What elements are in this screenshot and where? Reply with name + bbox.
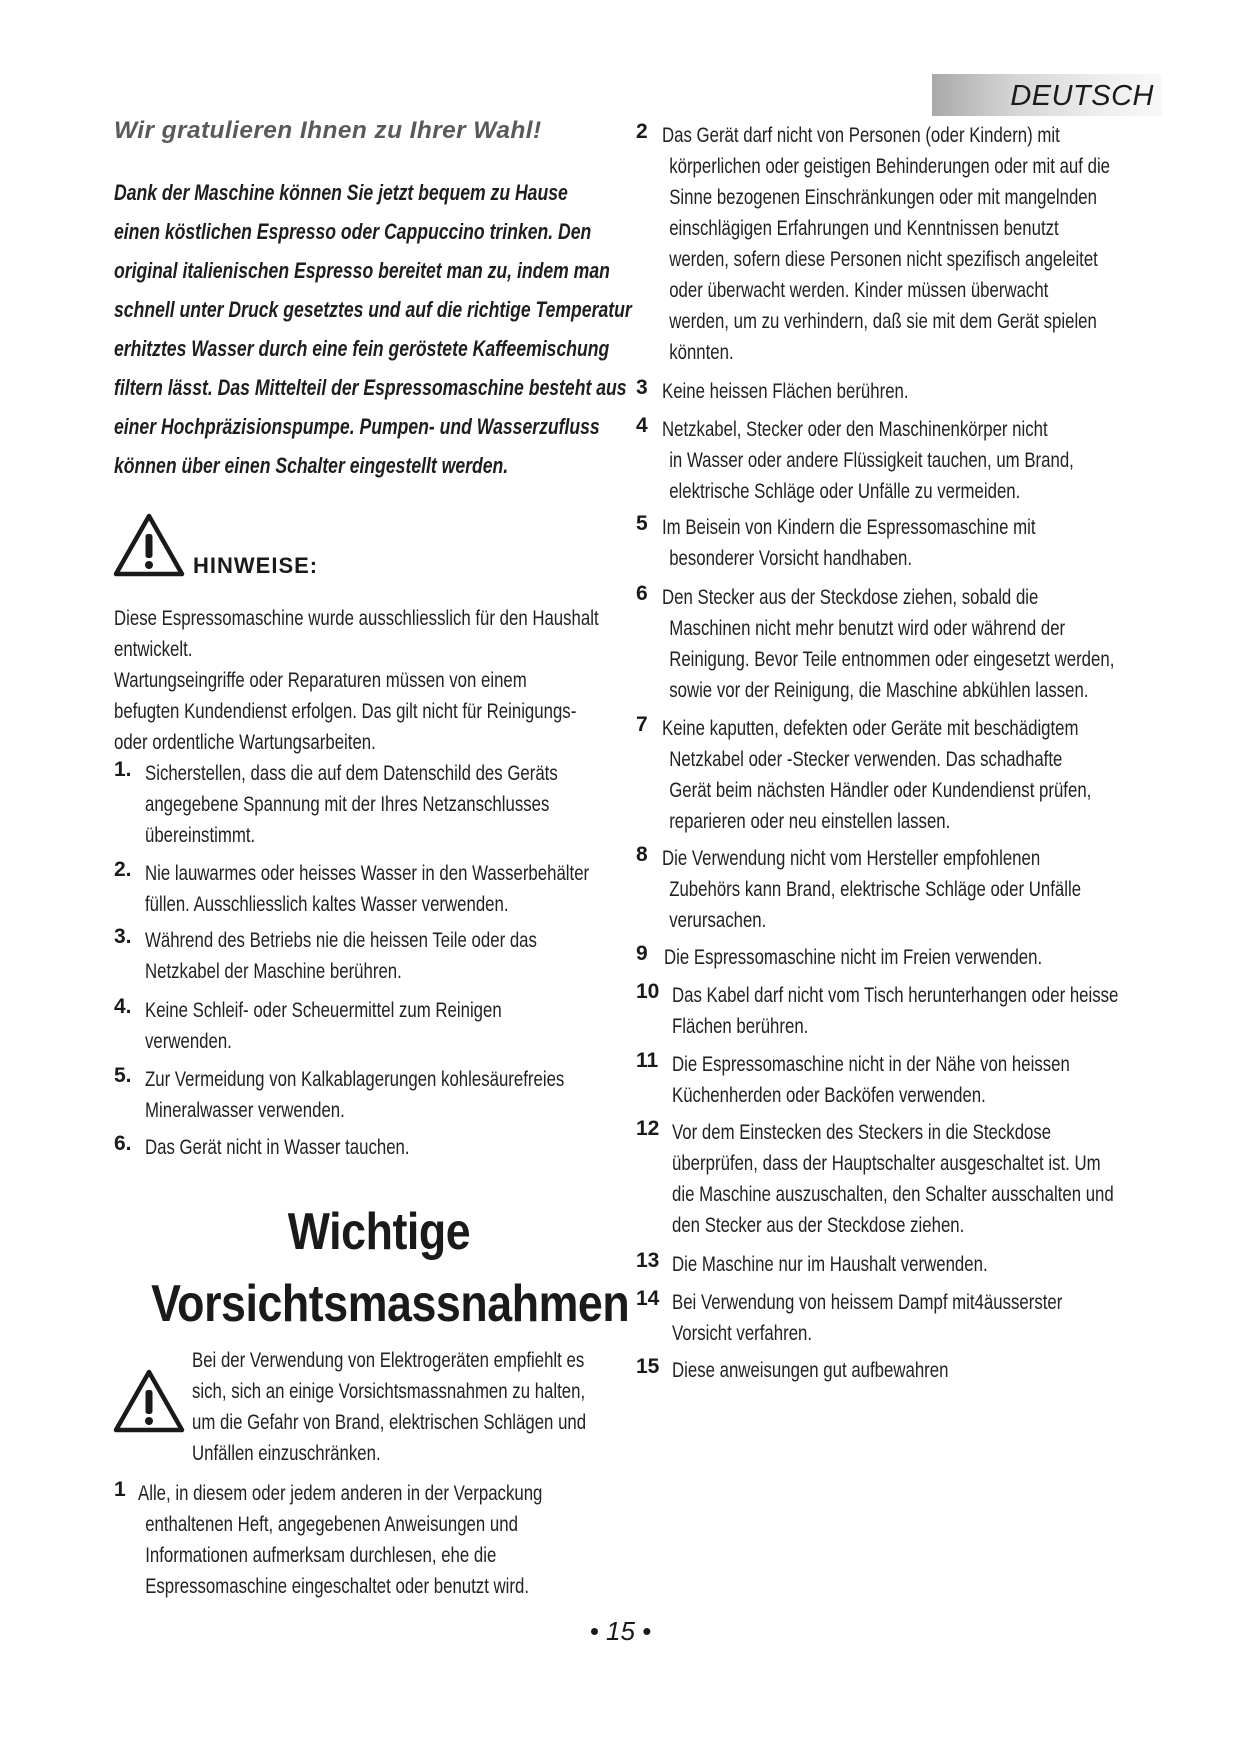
precaution-text-line: Zubehörs kann Brand, elektrische Schläge oder Unfälle (669, 878, 1082, 901)
precaution-text-line: Vor dem Einstecken des Steckers in die Steckdose (672, 1121, 1052, 1144)
notices-intro-line: oder ordentliche Wartungsarbeiten. (114, 731, 376, 754)
precaution-text-line: Gerät beim nächsten Händler oder Kundendienst prüfen, (669, 779, 1092, 802)
intro-line: einen köstlichen Espresso oder Cappuccino trinken. Den (114, 219, 592, 244)
precaution-text-line: Reinigung. Bevor Teile entnommen oder eingesetzt werden, (669, 648, 1115, 671)
notice-number: 4. (114, 995, 132, 1018)
precaution-text-line: Die Verwendung nicht vom Hersteller empfohlenen (662, 847, 1041, 870)
intro-line: filtern lässt. Das Mittelteil der Espressomaschine besteht aus (114, 375, 627, 400)
precautions-intro-line: um die Gefahr von Brand, elektrischen Schlägen und (192, 1411, 587, 1434)
precaution-text-line: Das Kabel darf nicht vom Tisch herunterhangen oder heisse (672, 984, 1119, 1007)
precaution-text-line: werden, um zu verhindern, daß sie mit dem Gerät spielen (669, 310, 1097, 333)
precautions-intro-line: Bei der Verwendung von Elektrogeräten empfiehlt es (192, 1349, 585, 1372)
precaution-text-line: einschlägigen Erfahrungen und Kenntnissen benutzt (669, 217, 1059, 240)
notices-intro-line: Wartungseingriffe oder Reparaturen müssen von einem (114, 669, 527, 692)
notice-text-line: Während des Betriebs nie die heissen Teile oder das (145, 929, 537, 952)
precaution-text-line: oder überwacht werden. Kinder müssen überwacht (669, 279, 1049, 302)
precaution-text-line: Diese anweisungen gut aufbewahren (672, 1359, 949, 1382)
precaution-text-line: reparieren oder neu einstellen lassen. (669, 810, 951, 833)
precaution-text-line: Maschinen nicht mehr benutzt wird oder während der (669, 617, 1066, 640)
precaution-number: 12 (636, 1117, 660, 1140)
precaution-number: 6 (636, 582, 648, 605)
precaution-number: 5 (636, 512, 648, 535)
notice-number: 5. (114, 1064, 132, 1087)
notice-number: 6. (114, 1132, 132, 1155)
precaution-text-line: körperlichen oder geistigen Behinderungen oder mit auf die (669, 155, 1111, 178)
language-tab (932, 74, 1162, 116)
precaution-text-line: Alle, in diesem oder jedem anderen in der Verpackung (138, 1482, 543, 1505)
precaution-text-line: Espressomaschine eingeschaltet oder benutzt wird. (145, 1575, 530, 1598)
notices-intro-line: befugten Kundendienst erfolgen. Das gilt nicht für Reinigungs- (114, 700, 577, 723)
notices-title: HINWEISE: (193, 553, 319, 578)
precaution-text-line: Die Maschine nur im Haushalt verwenden. (672, 1253, 988, 1276)
notice-text-line: Zur Vermeidung von Kalkablagerungen kohlesäurefreies (145, 1068, 565, 1091)
precaution-number: 3 (636, 376, 648, 399)
precaution-text-line: Den Stecker aus der Steckdose ziehen, sobald die (662, 586, 1039, 609)
precaution-number: 10 (636, 980, 660, 1003)
precautions-title (114, 1196, 644, 1340)
precaution-text-line: werden, sofern diese Personen nicht spezifisch angeleitet (669, 248, 1098, 271)
notices-intro-line: Diese Espressomaschine wurde ausschliesslich für den Haushalt (114, 607, 599, 630)
precaution-number: 2 (636, 120, 648, 143)
notice-text-line: Netzkabel der Maschine berühren. (145, 960, 402, 983)
precaution-text-line: Informationen aufmerksam durchlesen, ehe die (145, 1544, 497, 1567)
precautions-intro-line: Unfällen einzuschränken. (192, 1442, 381, 1465)
notice-number: 2. (114, 858, 132, 881)
precaution-text-line: elektrische Schläge oder Unfälle zu vermeiden. (669, 480, 1021, 503)
notice-text-line: verwenden. (145, 1030, 232, 1053)
precaution-text-line: in Wasser oder andere Flüssigkeit tauchen, um Brand, (669, 449, 1074, 472)
precaution-number: 1 (114, 1478, 126, 1501)
precaution-number: 4 (636, 414, 648, 437)
precaution-text-line: Bei Verwendung von heissem Dampf mit4äusserster (672, 1291, 1063, 1314)
precaution-text-line: Netzkabel, Stecker oder den Maschinenkörper nicht (662, 418, 1048, 441)
precaution-number: 13 (636, 1249, 660, 1272)
precaution-text-line: Im Beisein von Kindern die Espressomaschine mit (662, 516, 1036, 539)
precaution-text-line: Die Espressomaschine nicht in der Nähe von heissen (672, 1053, 1070, 1076)
precaution-text-line: Das Gerät darf nicht von Personen (oder Kindern) mit (662, 124, 1060, 147)
notice-text-line: angegebene Spannung mit der Ihres Netzanschlusses (145, 793, 550, 816)
warning-triangle-icon (113, 1369, 185, 1433)
precaution-text-line: den Stecker aus der Steckdose ziehen. (672, 1214, 965, 1237)
precaution-number: 9 (636, 942, 648, 965)
precaution-text-line: verursachen. (669, 909, 767, 932)
notices-intro-line: entwickelt. (114, 638, 193, 661)
precautions-intro (192, 1345, 685, 1469)
intro-line: können über einen Schalter eingestellt werden. (114, 453, 509, 478)
notice-text-line: Nie lauwarmes oder heisses Wasser in den Wasserbehälter (145, 862, 590, 885)
intro-line: einer Hochpräzisionspumpe. Pumpen- und Wasserzufluss (114, 414, 600, 439)
precautions-title-line1: Wichtige (287, 1203, 471, 1261)
language-label: DEUTSCH (1010, 80, 1154, 112)
notice-text-line: Keine Schleif- oder Scheuermittel zum Reinigen (145, 999, 502, 1022)
notice-text-line: Sicherstellen, dass die auf dem Datenschild des Geräts (145, 762, 558, 785)
notice-text-line: Mineralwasser verwenden. (145, 1099, 345, 1122)
precaution-text-line: Küchenherden oder Backöfen verwenden. (672, 1084, 986, 1107)
notice-text-line: übereinstimmt. (145, 824, 256, 847)
notice-number: 3. (114, 925, 132, 948)
notices-intro (114, 603, 720, 758)
precaution-text-line: Vorsicht verfahren. (672, 1322, 813, 1345)
notice-number: 1. (114, 758, 132, 781)
precaution-text-line: Keine kaputten, defekten oder Geräte mit beschädigtem (662, 717, 1079, 740)
precaution-text-line: Keine heissen Flächen berühren. (662, 380, 909, 403)
precaution-number: 7 (636, 713, 648, 736)
precaution-text-line: Sinne bezogenen Einschränkungen oder mit mangelnden (669, 186, 1097, 209)
greeting-heading: Wir gratulieren Ihnen zu Ihrer Wahl! (114, 117, 542, 144)
page-number: • 15 • (589, 1616, 652, 1646)
precaution-text-line: Die Espressomaschine nicht im Freien verwenden. (664, 946, 1043, 969)
warning-triangle-icon (113, 513, 185, 577)
precaution-number: 8 (636, 843, 648, 866)
intro-line: schnell unter Druck gesetztes und auf die richtige Temperatur (114, 297, 632, 322)
notice-text-line: füllen. Ausschliesslich kaltes Wasser verwenden. (145, 893, 509, 916)
precautions-intro-line: sich, sich an einige Vorsichtsmassnahmen zu halten, (192, 1380, 586, 1403)
precaution-text-line: Netzkabel oder -Stecker verwenden. Das schadhafte (669, 748, 1063, 771)
notice-text-line: Das Gerät nicht in Wasser tauchen. (145, 1136, 410, 1159)
precaution-number: 14 (636, 1287, 660, 1310)
precaution-number: 11 (636, 1049, 659, 1072)
precautions-title-line2: Vorsichtsmassnahmen (151, 1275, 630, 1333)
precaution-number: 15 (636, 1355, 660, 1378)
intro-line: erhitztes Wasser durch eine fein geröstete Kaffeemischung (114, 336, 610, 361)
precaution-text-line: könnten. (669, 341, 734, 364)
precaution-text-line: sowie vor der Reinigung, die Maschine abkühlen lassen. (669, 679, 1089, 702)
intro-line: original italienischen Espresso bereitet man zu, indem man (114, 258, 610, 283)
precaution-text-line: überprüfen, dass der Hauptschalter ausgeschaltet ist. Um (672, 1152, 1101, 1175)
precaution-text-line: die Maschine auszuschalten, den Schalter ausschalten und (672, 1183, 1114, 1206)
precaution-text-line: enthaltenen Heft, angegebenen Anweisungen und (145, 1513, 518, 1536)
intro-line: Dank der Maschine können Sie jetzt bequem zu Hause (114, 180, 568, 205)
precaution-text-line: besonderer Vorsicht handhaben. (669, 547, 913, 570)
precaution-text-line: Flächen berühren. (672, 1015, 809, 1038)
